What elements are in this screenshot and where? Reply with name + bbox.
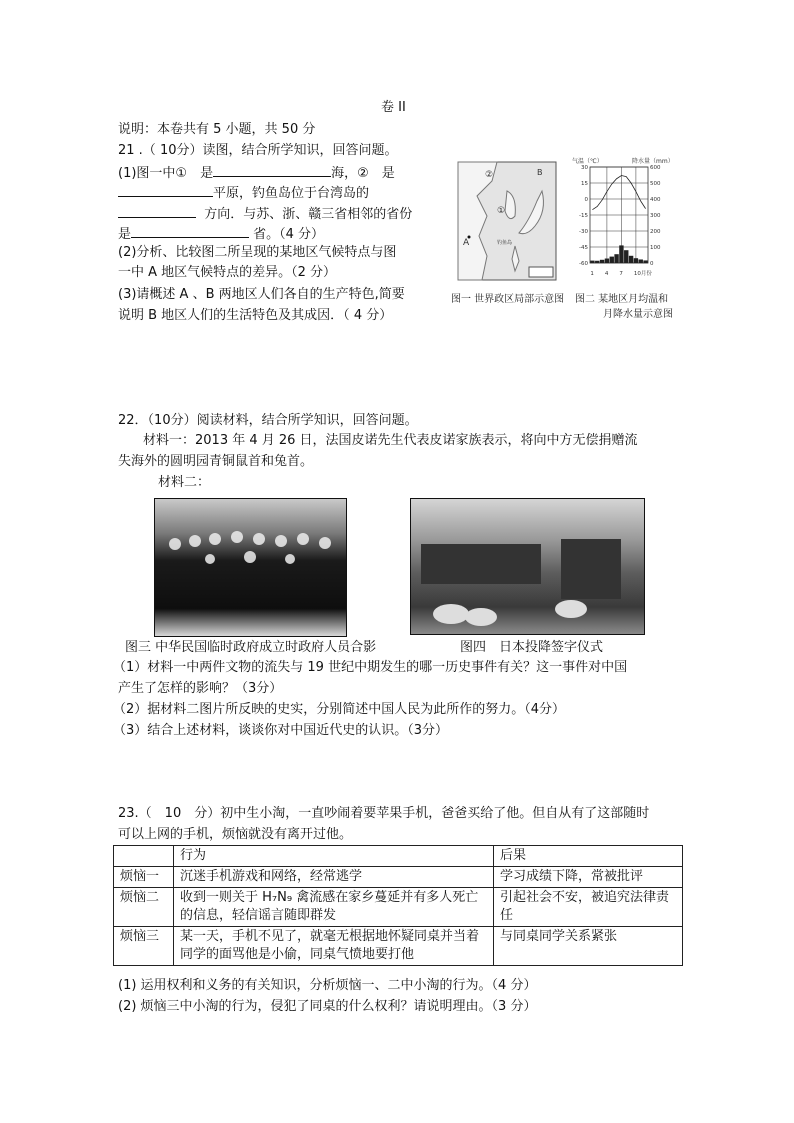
table-cell: 某一天，手机不见了，就毫无根据地怀疑同桌并当着同学的面骂他是小偷，同桌气愤地要打他: [174, 927, 494, 966]
temp-tick: 30: [581, 165, 588, 171]
q21-p1-b: 海，② 是: [331, 166, 395, 181]
q21-p2-b: 一中 A 地区气候特点的差异。（2 分）: [118, 265, 337, 280]
precip-tick: 100: [650, 245, 661, 251]
table-cell: 收到一则关于 H₇N₉ 禽流感在家乡蔓延并有多人死亡的信息，轻信谣言随即群发: [174, 888, 494, 927]
table-cell: 沉迷手机游戏和网络，经常逃学: [174, 867, 494, 888]
month-tick: 1: [590, 271, 594, 277]
q22-q2: （2）据材料二图片所反映的史实，分别简述中国人民为此所作的努力。（4分）: [113, 702, 566, 717]
figure-2-climate-chart: [570, 155, 678, 285]
q22-q3: （3）结合上述材料，谈谈你对中国近代史的认识。（3分）: [113, 723, 449, 738]
map-label-2: ②: [485, 170, 494, 180]
precip-bar: [619, 245, 623, 263]
map-label-1: ①: [497, 206, 506, 216]
q23-stem-a: 23.（ 10 分）初中生小淘，一直吵闹着要苹果手机，爸爸买给了他。但自从有了这部随时: [118, 806, 650, 821]
table-cell: 学习成绩下降，常被批评: [494, 867, 683, 888]
q21-p1-f: 省。（4 分）: [253, 227, 325, 242]
q21-p1-line2: [118, 183, 369, 202]
q22-material1-a: 材料一：2013 年 4 月 26 日，法国皮诺先生代表皮诺家族表示，将向中方无偿捐赠流: [143, 433, 638, 448]
precip-bar: [610, 257, 614, 263]
temp-tick: -30: [579, 229, 588, 235]
q22-material2: 材料二：: [158, 475, 211, 490]
table-row: [114, 888, 683, 927]
precip-bar: [629, 256, 633, 263]
q21-stem: 21 .（ 10分）读图，结合所学知识，回答问题。: [118, 143, 398, 158]
precip-bar: [639, 259, 643, 263]
q22-material1-b: 失海外的圆明园青铜鼠首和兔首。: [118, 454, 314, 469]
table-cell: 烦恼二: [114, 888, 174, 927]
figure-1-caption: 图一 世界政区局部示意图: [451, 294, 565, 305]
table-header: [114, 846, 174, 867]
table-cell: 引起社会不安，被追究法律责任: [494, 888, 683, 927]
q21-p2-a: (2)分析、比较图二所呈现的某地区气候特点与图: [118, 245, 397, 260]
month-tick: 7: [619, 271, 623, 277]
temp-tick: 15: [581, 181, 588, 187]
table-cell: 烦恼一: [114, 867, 174, 888]
precip-bar: [600, 260, 604, 263]
precip-bar: [590, 261, 594, 263]
precip-bar: [643, 260, 647, 263]
temp-tick: -60: [579, 261, 588, 267]
q23-q2: (2) 烦恼三中小淘的行为，侵犯了同桌的什么权利？请说明理由。（3 分）: [118, 999, 537, 1014]
q22-stem: 22．（10分）阅读材料，结合所学知识，回答问题。: [118, 413, 418, 428]
q23-stem-b: 可以上网的手机，烦恼就没有离开过他。: [118, 827, 353, 842]
precip-tick: 600: [650, 165, 661, 171]
table-cell: 与同桌同学关系紧张: [494, 927, 683, 966]
precip-axis-label: 降水量（mm）: [632, 158, 674, 165]
precip-bar: [605, 259, 609, 263]
q21-p1-line3: [118, 204, 412, 223]
q21-p1-d: 方向．与苏、浙、赣三省相邻的省份: [204, 207, 413, 222]
precip-bar: [614, 254, 618, 263]
q21-p1-c: 平原，钓鱼岛位于台湾岛的: [213, 186, 370, 201]
q21-p1-a: (1)图一中① 是: [118, 166, 214, 181]
temp-axis-label: 气温（℃）: [572, 158, 603, 165]
q22-q1-b: 产生了怎样的影响？（3分）: [118, 681, 283, 696]
temp-tick: -15: [579, 213, 588, 219]
answer-blank[interactable]: [118, 204, 196, 218]
temp-tick: 0: [584, 197, 588, 203]
month-tick: 4: [604, 271, 609, 277]
map-label-b: B: [537, 168, 543, 177]
q21-p1-e: 是: [118, 227, 132, 242]
figure-3-caption: 图三 中华民国临时政府成立时政府人员合影: [125, 640, 377, 655]
section-title: 卷 II: [381, 100, 406, 115]
temp-tick: -45: [579, 245, 588, 251]
q21-p3-a: (3)请概述 A 、B 两地区人们各自的生产特色,简要: [118, 287, 405, 302]
figure-4-photo: [410, 498, 645, 635]
q21-p1-line4: [118, 224, 324, 243]
figure-2-caption-1: 图二 某地区月均温和: [575, 294, 669, 305]
q23-q1: (1) 运用权利和义务的有关知识，分析烦恼一、二中小淘的行为。（4 分）: [118, 978, 537, 993]
table-header-row: [114, 846, 683, 867]
table-cell: 烦恼三: [114, 927, 174, 966]
table-header: 后果: [494, 846, 683, 867]
precip-bar: [624, 250, 628, 263]
answer-blank[interactable]: [118, 183, 213, 197]
q21-p1-line1: [118, 163, 395, 182]
table-row: [114, 927, 683, 966]
table-header: 行为: [174, 846, 494, 867]
answer-blank[interactable]: [131, 224, 249, 238]
precip-tick: 400: [650, 197, 661, 203]
figure-2-caption-2: 月降水量示意图: [603, 309, 673, 320]
answer-blank[interactable]: [213, 163, 331, 177]
q22-q1-a: （1）材料一中两件文物的流失与 19 世纪中期发生的哪一历史事件有关？这一事件对中国: [113, 660, 628, 675]
precip-tick: 200: [650, 229, 661, 235]
q23-table: [113, 845, 683, 966]
map-label-diaoyu: 钓鱼岛: [497, 240, 513, 246]
figure-3-photo: [154, 498, 347, 637]
precip-tick: 300: [650, 213, 661, 219]
precip-bar: [595, 261, 599, 263]
month-tick: 10月份: [633, 271, 652, 277]
figure-1-map: [457, 161, 557, 281]
precip-tick: 500: [650, 181, 661, 187]
precip-tick: 0: [650, 261, 654, 267]
instructions: 说明：本卷共有 5 小题，共 50 分: [118, 122, 316, 137]
map-label-a: A: [463, 238, 470, 248]
q21-p3-b: 说明 B 地区人们的生活特色及其成因．（ 4 分）: [118, 308, 393, 323]
figure-4-caption: 图四 日本投降签字仪式: [460, 640, 604, 655]
table-row: [114, 867, 683, 888]
precip-bar: [634, 258, 638, 263]
